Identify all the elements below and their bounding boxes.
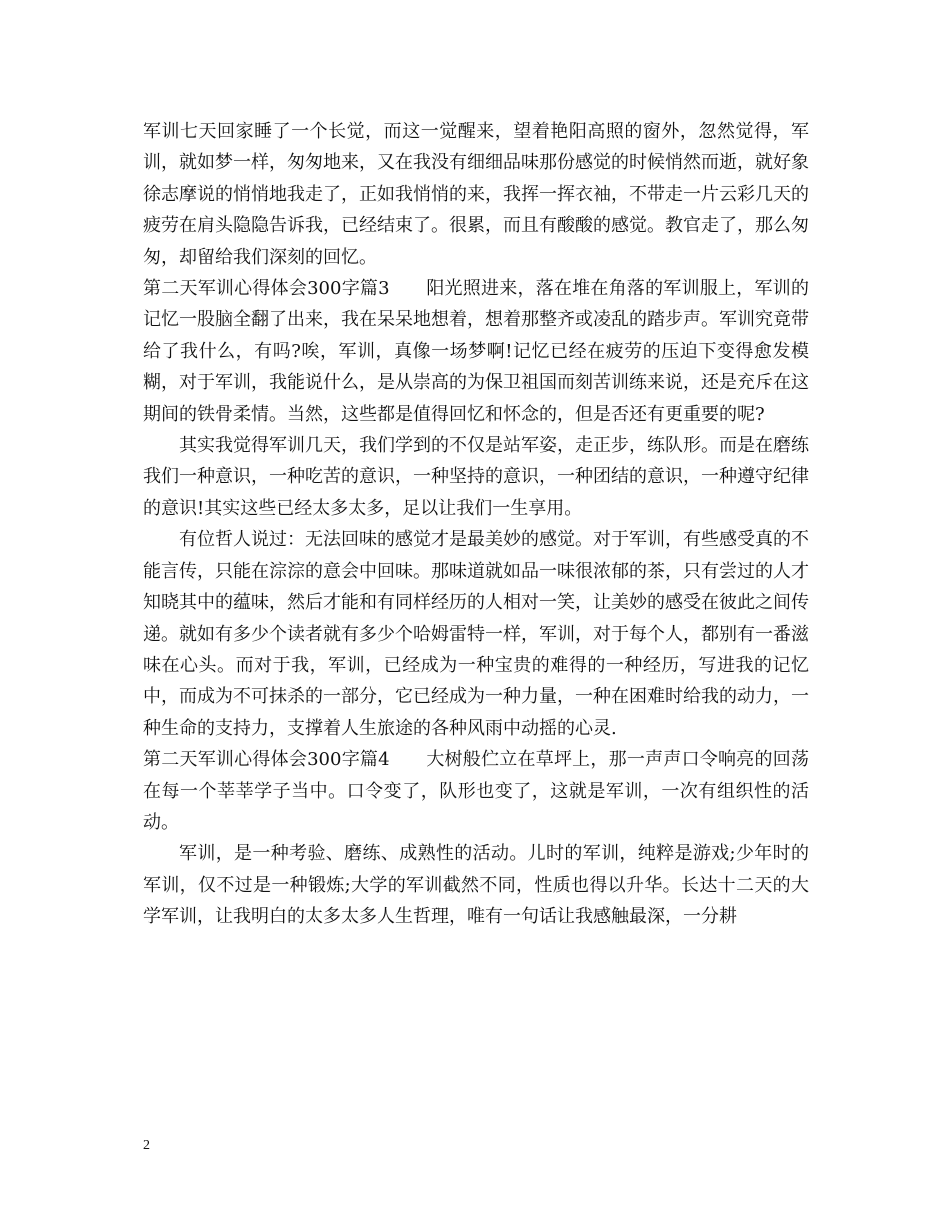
paragraph-6: 军训，是一种考验、磨练、成熟性的活动。儿时的军训，纯粹是游戏;少年时的军训，仅不过是一种锻炼;大学的军训截然不同，性质也得以升华。长达十二天的大学军训，让我明白的太多太多人生哲理，唯有一句话让我感触最深，一分耕 — [143, 843, 809, 928]
document-body — [143, 116, 809, 933]
paragraph-5: 第二天军训心得体会300字篇4 大树般伫立在草坪上，那一声声口令响亮的回荡在每一个莘莘学子当中。口令变了，队形也变了，这就是军训，一次有组织性的活动。 — [143, 749, 809, 833]
page-number: 2 — [143, 1138, 150, 1153]
paragraph-1: 军训七天回家睡了一个长觉，而这一觉醒来，望着艳阳高照的窗外，忽然觉得，军训，就如梦一样，匆匆地来，又在我没有细细品味那份感觉的时候悄然而逝，就好象徐志摩说的悄悄地我走了，正如我悄悄的来，我挥一挥衣袖，不带走一片云彩几天的疲劳在肩头隐隐告诉我，已经结束了。很累，而且有酸酸的感觉。教官走了，那么匆匆，却留给我们深刻的回忆。 — [143, 121, 809, 268]
paragraph-3: 其实我觉得军训几天，我们学到的不仅是站军姿，走正步，练队形。而是在磨练我们一种意识，一种吃苦的意识，一种坚持的意识，一种团结的意识，一种遵守纪律的意识!其实这些已经太多太多，足以让我们一生享用。 — [143, 435, 809, 519]
paragraph-4: 有位哲人说过：无法回味的感觉才是最美妙的感觉。对于军训，有些感受真的不能言传，只能在淙淙的意会中回味。那味道就如品一味很浓郁的茶，只有尝过的人才知晓其中的蕴味，然后才能和有同样经历的人相对一笑，让美妙的感受在彼此之间传递。就如有多少个读者就有多少个哈姆雷特一样，军训，对于每个人，都别有一番滋味在心头。而对于我，军训，已经成为一种宝贵的难得的一种经历，写进我的记忆中，而成为不可抹杀的一部分，它已经成为一种力量，一种在困难时给我的动力，一种生命的支持力，支撑着人生旅途的各种风雨中动摇的心灵. — [143, 529, 809, 739]
paragraph-2: 第二天军训心得体会300字篇3 阳光照进来，落在堆在角落的军训服上，军训的记忆一股脑全翻了出来，我在呆呆地想着，想着那整齐或凌乱的踏步声。军训究竟带给了我什么，有吗?唉，军训，真像一场梦啊!记忆已经在疲劳的压迫下变得愈发模糊，对于军训，我能说什么，是从崇高的为保卫祖国而刻苦训练来说，还是充斥在这期间的铁骨柔情。当然，这些都是值得回忆和怀念的，但是否还有更重要的呢? — [143, 278, 809, 425]
